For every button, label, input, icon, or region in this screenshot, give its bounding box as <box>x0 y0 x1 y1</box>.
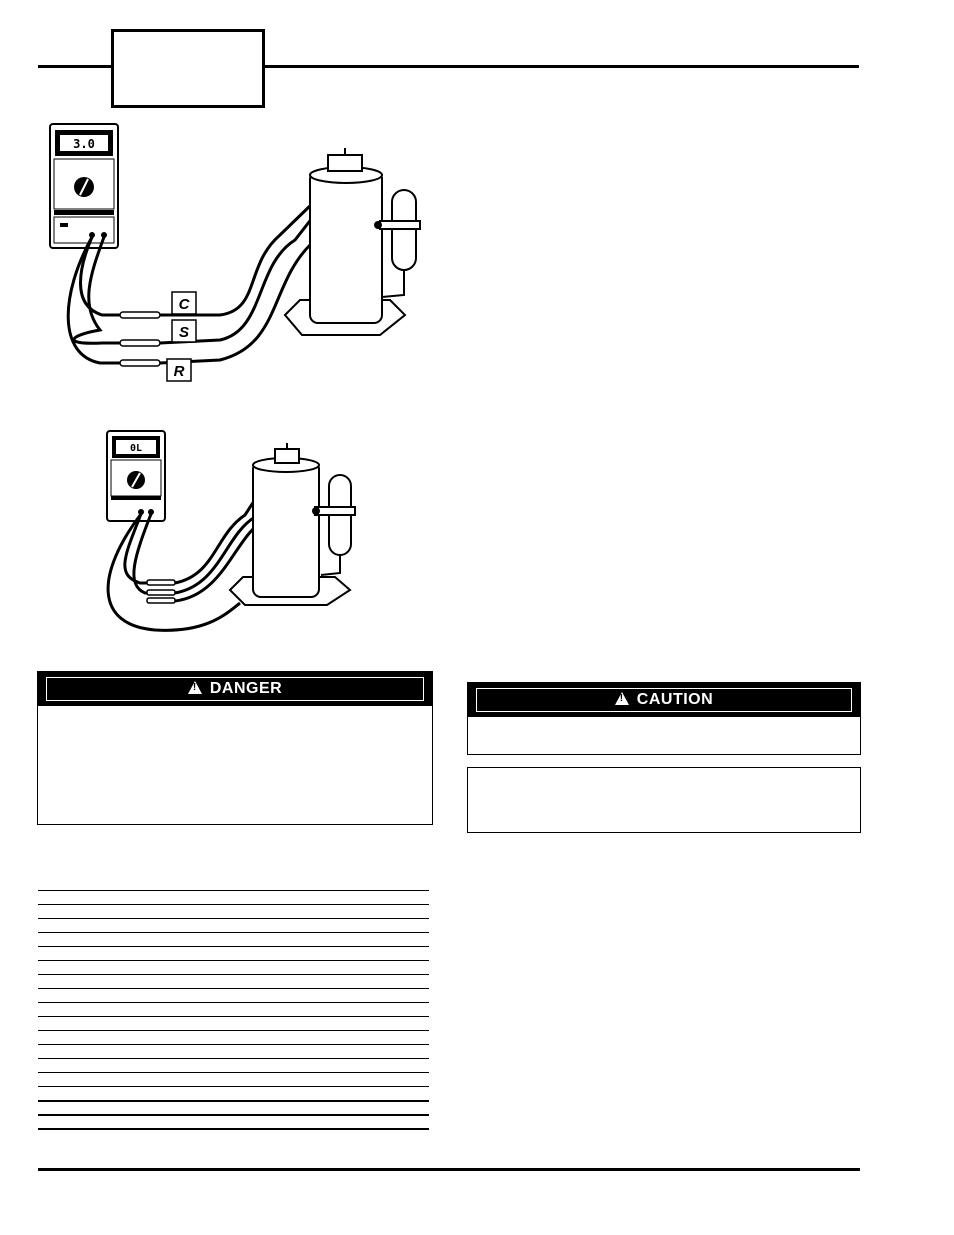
table-rule <box>38 946 429 947</box>
lead-tag-c-label: C <box>178 296 190 313</box>
header-rule-right <box>263 65 859 68</box>
danger-body <box>38 706 432 722</box>
note-body <box>468 768 860 784</box>
multimeter-icon <box>50 124 118 248</box>
table-rule <box>38 932 429 933</box>
table-rule <box>38 988 429 989</box>
multimeter-icon <box>107 431 165 521</box>
caution-notice <box>467 682 861 755</box>
compressor-icon <box>285 148 420 335</box>
lead-tag-c <box>172 292 196 314</box>
table-rule <box>38 1044 429 1045</box>
note-box <box>467 767 861 833</box>
table-rule <box>38 1058 429 1059</box>
meter-display-top: 3.0 <box>73 137 95 151</box>
table-rule <box>38 974 429 975</box>
table-rule <box>38 1114 429 1116</box>
warning-triangle-icon <box>615 692 629 705</box>
figure-compressor-ground-test <box>95 425 365 635</box>
lead-tag-r <box>167 359 191 381</box>
table-rule <box>38 1100 429 1102</box>
table-rule <box>38 1086 429 1087</box>
caution-header <box>468 683 860 717</box>
danger-title: DANGER <box>209 680 283 697</box>
meter-display-bottom: 0L <box>129 443 143 454</box>
table-rule <box>38 1072 429 1073</box>
table-rule <box>38 1030 429 1031</box>
warning-triangle-icon <box>188 681 202 694</box>
section-tab-box <box>111 29 265 108</box>
caution-body <box>468 717 860 729</box>
table-rule <box>38 918 429 919</box>
footer-rule <box>38 1168 860 1171</box>
table-rule <box>38 890 429 891</box>
table-rule <box>38 904 429 905</box>
danger-notice <box>37 671 433 825</box>
compressor-icon <box>230 443 355 605</box>
header-rule-left <box>38 65 111 68</box>
table-rule <box>38 960 429 961</box>
lead-tag-s-label: S <box>178 324 190 341</box>
danger-title-bar <box>46 677 424 701</box>
table-rule <box>38 1016 429 1017</box>
caution-title: CAUTION <box>636 691 714 708</box>
table-rule <box>38 1128 429 1130</box>
figure-compressor-winding-test <box>40 115 430 390</box>
lead-tag-s <box>172 320 196 342</box>
lead-tag-r-label: R <box>173 363 185 380</box>
danger-header <box>38 672 432 706</box>
table-rule <box>38 1002 429 1003</box>
caution-title-bar <box>476 688 852 712</box>
